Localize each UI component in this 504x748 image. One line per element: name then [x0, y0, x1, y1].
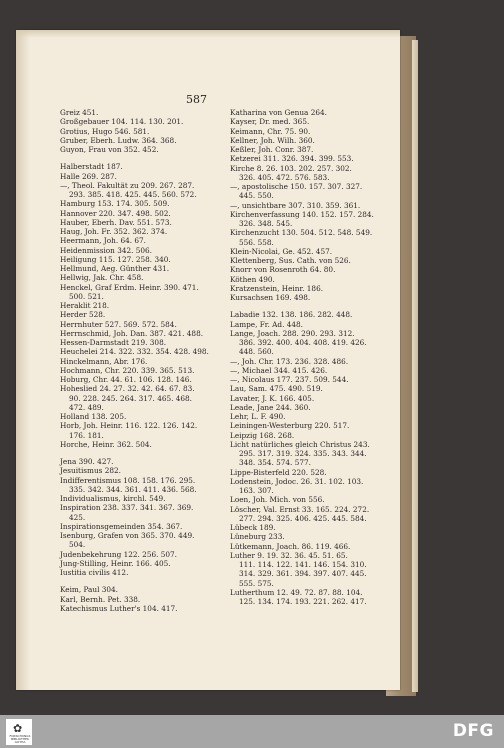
- index-entry: —, Nicolaus 177. 237. 509. 544.: [230, 375, 349, 384]
- index-entry: —, unsichtbare 307. 310. 359. 361.: [230, 200, 361, 210]
- index-entry: Jung-Stilling, Heinr. 166. 405.: [60, 558, 171, 568]
- index-entry: Ketzerei 311. 326. 394. 399. 553.: [230, 154, 354, 164]
- index-entry: 125. 134. 174. 193. 221. 262. 417.: [239, 597, 367, 606]
- index-entry: Lodenstein, Jodoc. 26. 31. 102. 103.: [230, 476, 364, 486]
- index-entry: Klein-Nicolai, Ge. 452. 457.: [230, 246, 333, 256]
- index-entry: Leiningen-Westerburg 220. 517.: [230, 421, 350, 431]
- index-entry: Inspiration 238. 337. 341. 367. 369.: [60, 503, 194, 513]
- page-stack-edge: [412, 40, 418, 692]
- index-entry: Hoheslied 24. 27. 32. 42. 64. 67. 83.: [60, 384, 195, 394]
- index-entry: Individualismus, kirchl. 549.: [60, 494, 166, 503]
- index-entry: Licht natürliches gleich Christus 243.: [230, 439, 370, 449]
- index-entry: Iustitia civilis 412.: [60, 568, 129, 577]
- index-entry: Kursachsen 169. 498.: [230, 293, 311, 302]
- index-entry: Herder 528.: [60, 310, 106, 320]
- index-entry: Indifferentismus 108. 158. 176. 295.: [60, 475, 196, 485]
- index-entry: Heermann, Joh. 64. 67.: [60, 236, 146, 246]
- viewer-footer: [0, 715, 504, 748]
- index-entry: Lampe, Fr. Ad. 448.: [230, 319, 303, 329]
- index-entry: 504.: [69, 540, 86, 550]
- index-entry: Hinckelmann, Abr. 176.: [60, 356, 148, 366]
- index-entry: Knorr von Rosenroth 64. 80.: [230, 265, 336, 275]
- index-entry: —, Michael 344. 415. 426.: [230, 365, 328, 375]
- index-entry: Hoburg, Chr. 44. 61. 106. 128. 146.: [60, 375, 192, 384]
- index-entry: Löscher, Val. Ernst 33. 165. 224. 272.: [230, 504, 370, 514]
- index-entry: Hochmann, Chr. 220. 339. 365. 513.: [60, 365, 195, 375]
- index-entry: Hessen-Darmstadt 219. 308.: [60, 338, 167, 347]
- index-entry: Lüneburg 233.: [230, 532, 285, 542]
- page-number: 587: [186, 93, 207, 106]
- index-entry: 295. 317. 319. 324. 335. 343. 344.: [239, 449, 367, 458]
- index-entry: Lau, Sam. 475. 490. 519.: [230, 384, 323, 394]
- index-entry: Leipzig 168. 268.: [230, 430, 295, 440]
- library-logo[interactable]: [6, 719, 32, 745]
- index-entry: Keimann, Chr. 75. 90.: [230, 126, 311, 136]
- index-column-right: [230, 108, 382, 606]
- index-entry: Halle 269. 287.: [60, 171, 117, 181]
- index-entry: Katechismus Luther's 104. 417.: [60, 603, 178, 613]
- index-entry: Kayser, Dr. med. 365.: [230, 117, 310, 127]
- index-entry: Jesuitismus 282.: [60, 466, 121, 476]
- dfg-logo[interactable]: DFG: [452, 721, 494, 741]
- index-entry: 163. 307.: [239, 486, 274, 495]
- index-entry: Hauber, Eberh. Dav. 551. 573.: [60, 217, 172, 227]
- index-entry: Lutherthum 12. 49. 72. 87. 88. 104.: [230, 587, 363, 597]
- index-entry: Holland 138. 205.: [60, 412, 127, 421]
- index-entry: 448. 560.: [239, 347, 274, 357]
- index-entry: Keim, Paul 304.: [60, 585, 118, 595]
- index-entry: Isenburg, Grafen von 365. 370. 449.: [60, 531, 195, 540]
- index-entry: Horb, Joh. Heinr. 116. 122. 126. 142.: [60, 421, 198, 431]
- index-entry: Kellner, Joh. Wilh. 360.: [230, 135, 315, 145]
- index-entry: Keßler, Joh. Conr. 387.: [230, 145, 314, 154]
- index-entry: Katharina von Genua 264.: [230, 108, 327, 117]
- index-column-left: [60, 108, 212, 613]
- index-entry: Heraklit 218.: [60, 301, 110, 310]
- index-entry: Herrnschmid, Joh. Dan. 387. 421. 488.: [60, 328, 204, 338]
- index-entry: Lange, Joach. 288. 290. 293. 312.: [230, 328, 355, 338]
- index-entry: Lehr, L. F. 490.: [230, 412, 286, 421]
- index-entry: —, Joh. Chr. 173. 236. 328. 486.: [230, 356, 349, 366]
- index-entry: Kratzenstein, Heinr. 186.: [230, 283, 324, 293]
- index-entry: 472. 489.: [69, 402, 104, 412]
- index-entry: Loen, Joh. Mich. von 556.: [230, 495, 325, 505]
- index-entry: 386. 392. 400. 404. 408. 419. 426.: [239, 338, 367, 347]
- index-entry: Lavater, J. K. 166. 405.: [230, 393, 315, 403]
- index-entry: Kirchenverfassung 140. 152. 157. 284.: [230, 209, 374, 219]
- index-entry: Leade, Jane 244. 360.: [230, 402, 311, 412]
- index-entry: Grotius, Hugo 546. 581.: [60, 126, 150, 136]
- index-entry: 293. 385. 418. 425. 445. 560. 572.: [69, 190, 197, 199]
- page-shadow: [16, 30, 400, 38]
- index-entry: Heidenmission 342. 506.: [60, 245, 153, 255]
- page-gutter: [16, 30, 30, 690]
- index-entry: 326. 405. 472. 576. 583.: [239, 172, 330, 182]
- index-entry: 277. 294. 325. 406. 425. 445. 584.: [239, 513, 367, 523]
- index-entry: Jena 390. 427.: [60, 457, 114, 466]
- index-entry: Horche, Heinr. 362. 504.: [60, 439, 152, 449]
- index-entry: 326. 348. 545.: [239, 219, 293, 228]
- index-entry: 500. 521.: [69, 291, 104, 301]
- index-entry: Großgebauer 104. 114. 130. 201.: [60, 117, 184, 127]
- library-logo-icon: ✿: [13, 722, 23, 735]
- index-entry: —, Theol. Fakultät zu 209. 267. 287.: [60, 180, 195, 190]
- index-entry: Henckel, Graf Erdm. Heinr. 390. 471.: [60, 282, 199, 292]
- index-entry: 314. 329. 361. 394. 397. 407. 445.: [239, 569, 367, 579]
- index-entry: Lütkemann, Joach. 86. 119. 466.: [230, 541, 351, 551]
- index-entry: Hannover 220. 347. 498. 502.: [60, 208, 171, 218]
- library-logo-text: FORSCHUNGS BIBLIOTHEK GOTHA: [9, 734, 31, 744]
- index-entry: Guyon, Frau von 352. 452.: [60, 145, 159, 154]
- index-entry: Kirchenzucht 130. 504. 512. 548. 549.: [230, 228, 373, 238]
- index-entry: Lippe-Bisterfeld 220. 528.: [230, 467, 327, 477]
- index-entry: 555. 575.: [239, 578, 274, 588]
- index-entry: Hellwig, Jak. Chr. 458.: [60, 273, 144, 283]
- index-entry: Klettenberg, Sus. Cath. von 526.: [230, 256, 351, 265]
- index-entry: 176. 181.: [69, 430, 104, 440]
- index-entry: Halberstadt 187.: [60, 162, 123, 172]
- index-entry: Heiligung 115. 127. 258. 340.: [60, 254, 171, 264]
- index-entry: Inspirationsgemeinden 354. 367.: [60, 521, 183, 531]
- index-entry: 335. 342. 344. 361. 411. 436. 568.: [69, 484, 197, 494]
- index-entry: Lübeck 189.: [230, 523, 276, 532]
- index-entry: Haug, Joh. Fr. 352. 362. 374.: [60, 227, 168, 236]
- index-entry: Karl, Bernh. Pet. 338.: [60, 594, 141, 604]
- index-entry: Hellmund, Aeg. Günther 431.: [60, 264, 170, 273]
- index-entry: Gruber, Eberh. Ludw. 364. 368.: [60, 135, 177, 145]
- index-entry: Labadie 132. 138. 186. 282. 448.: [230, 310, 353, 320]
- index-entry: —, apostolische 150. 157. 307. 327.: [230, 182, 363, 191]
- index-entry: Köthen 490.: [230, 274, 275, 284]
- index-entry: Herrnhuter 527. 569. 572. 584.: [60, 319, 177, 329]
- index-entry: Kirche 8. 26. 103. 202. 257. 302.: [230, 163, 352, 173]
- index-entry: Greiz 451.: [60, 108, 99, 117]
- index-entry: Judenbekehrung 122. 256. 507.: [60, 549, 177, 559]
- index-entry: Hamburg 153. 174. 305. 509.: [60, 199, 170, 209]
- index-entry: Heuchelei 214. 322. 332. 354. 428. 498.: [60, 347, 209, 357]
- index-entry: 425.: [69, 512, 86, 522]
- index-entry: 348. 354. 574. 577.: [239, 458, 311, 468]
- index-entry: Luther 9. 19. 32. 36. 45. 51. 65.: [230, 550, 348, 560]
- index-entry: 556. 558.: [239, 237, 274, 247]
- index-entry: 90. 228. 245. 264. 317. 465. 468.: [69, 393, 193, 403]
- index-entry: 445. 550.: [239, 191, 274, 201]
- index-entry: 111. 114. 122. 141. 146. 154. 310.: [239, 560, 367, 569]
